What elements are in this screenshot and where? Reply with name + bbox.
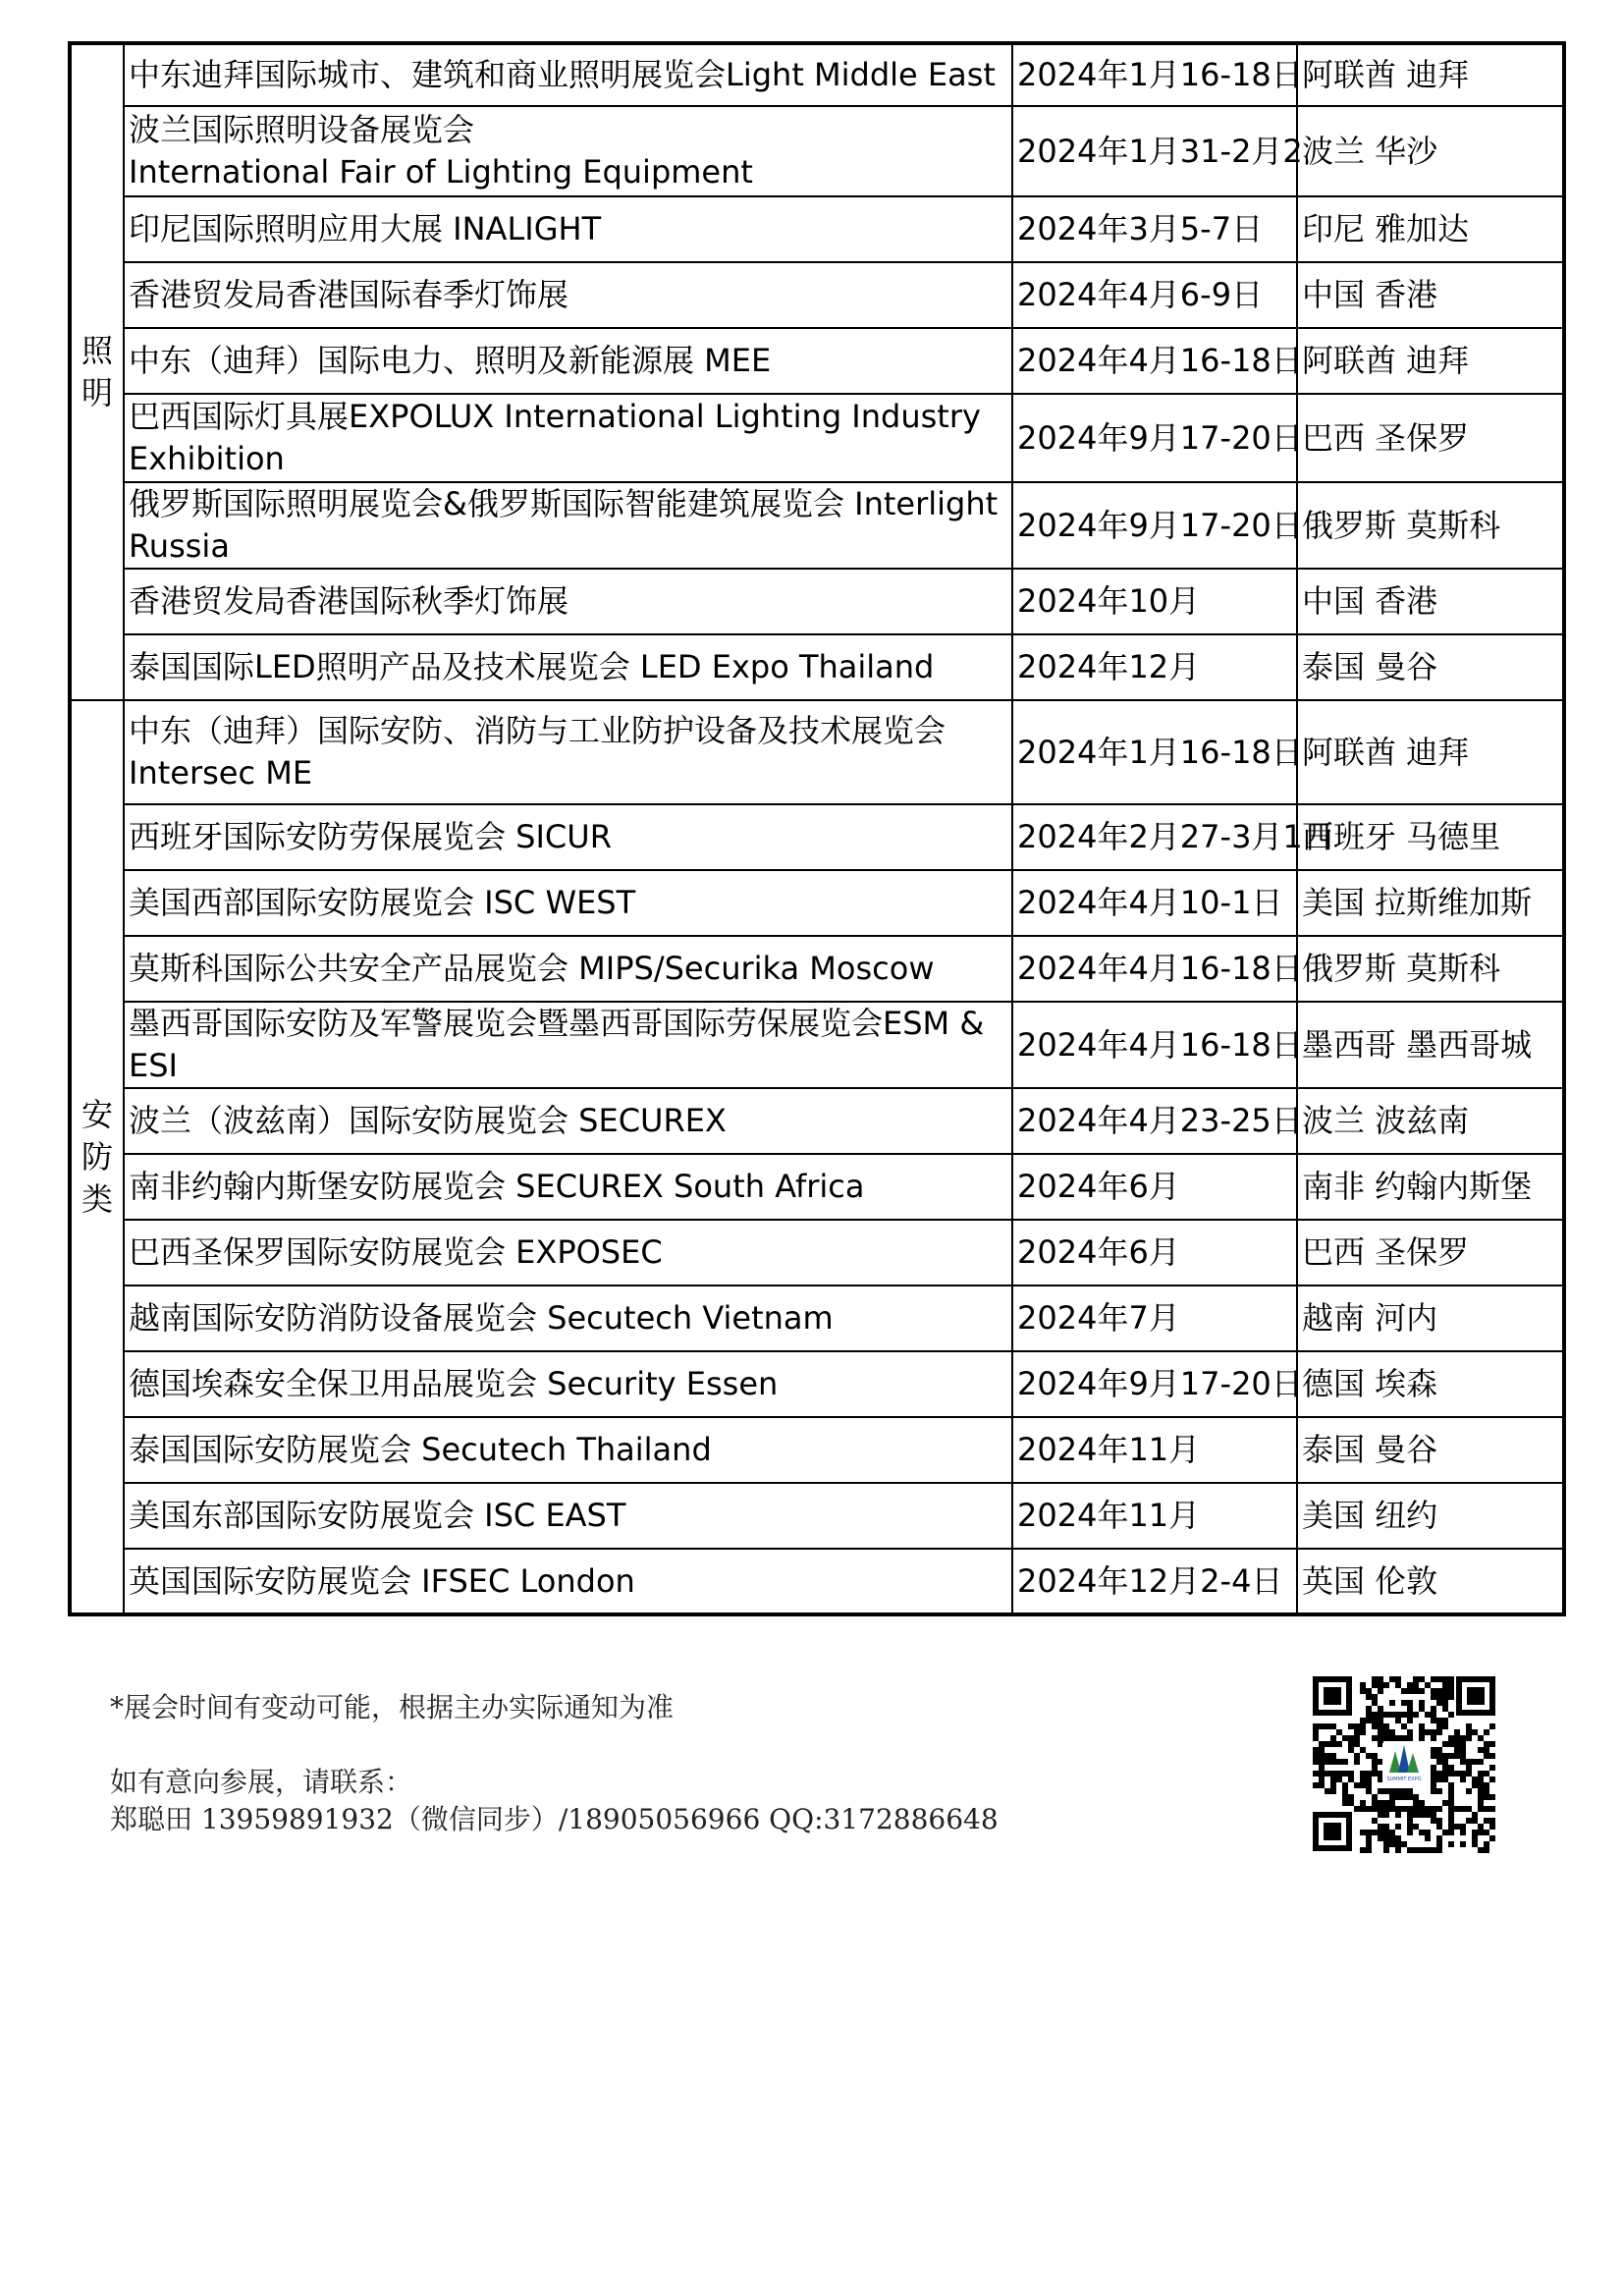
exhibition-date: 2024年6月 (1012, 1220, 1297, 1285)
exhibition-name: 中东（迪拜）国际安防、消防与工业防护设备及技术展览会 Intersec ME (124, 700, 1012, 804)
exhibition-date: 2024年9月17-20日 (1012, 1351, 1297, 1417)
exhibition-date: 2024年1月16-18日 (1012, 43, 1297, 106)
exhibition-date: 2024年12月 (1012, 634, 1297, 700)
qr-finder-bottom-left (1313, 1812, 1352, 1851)
exhibition-date: 2024年4月23-25日 (1012, 1088, 1297, 1154)
footer-notes (110, 1689, 999, 1838)
table-row (70, 196, 1564, 262)
qr-center-logo (1382, 1743, 1426, 1784)
exhibition-date: 2024年4月16-18日 (1012, 328, 1297, 394)
exhibition-name: 波兰（波兹南）国际安防展览会 SECUREX (124, 1088, 1012, 1154)
exhibition-location: 俄罗斯 莫斯科 (1297, 482, 1564, 569)
table-row (70, 936, 1564, 1002)
exhibition-location: 越南 河内 (1297, 1285, 1564, 1351)
table-row (70, 106, 1564, 196)
exhibition-name: 墨西哥国际安防及军警展览会暨墨西哥国际劳保展览会ESM & ESI (124, 1002, 1012, 1088)
exhibition-name: 香港贸发局香港国际春季灯饰展 (124, 262, 1012, 328)
exhibition-location: 波兰 华沙 (1297, 106, 1564, 196)
exhibition-location: 波兰 波兹南 (1297, 1088, 1564, 1154)
exhibition-location: 德国 埃森 (1297, 1351, 1564, 1417)
table-row (70, 1220, 1564, 1285)
exhibition-date: 2024年2月27-3月1日 (1012, 804, 1297, 870)
table-row (70, 1002, 1564, 1088)
exhibition-location: 中国 香港 (1297, 569, 1564, 634)
table-row (70, 482, 1564, 569)
category-cell (70, 43, 124, 700)
exhibition-name: 越南国际安防消防设备展览会 Secutech Vietnam (124, 1285, 1012, 1351)
exhibition-date: 2024年1月16-18日 (1012, 700, 1297, 804)
table-row (70, 262, 1564, 328)
table-row (70, 569, 1564, 634)
category-label: 照明 (81, 332, 114, 411)
qr-finder-top-right (1456, 1676, 1495, 1716)
exhibition-date: 2024年4月16-18日 (1012, 936, 1297, 1002)
table-row (70, 804, 1564, 870)
schedule-change-note: *展会时间有变动可能，根据主办实际通知为准 (110, 1691, 675, 1723)
exhibition-name: 中东迪拜国际城市、建筑和商业照明展览会Light Middle East (124, 43, 1012, 106)
exhibition-location: 英国 伦敦 (1297, 1549, 1564, 1614)
exhibition-date: 2024年4月16-18日 (1012, 1002, 1297, 1088)
exhibition-location: 阿联酋 迪拜 (1297, 328, 1564, 394)
exhibition-name: 巴西国际灯具展EXPOLUX International Lighting Industry Exhibition (124, 394, 1012, 482)
exhibition-name: 波兰国际照明设备展览会 International Fair of Lighting Equipment (124, 106, 1012, 196)
table-row (70, 1351, 1564, 1417)
contact-title: 如有意向参展，请联系： (110, 1766, 413, 1798)
qr-finder-top-left (1313, 1676, 1352, 1716)
exhibition-date: 2024年10月 (1012, 569, 1297, 634)
table-row (70, 43, 1564, 106)
exhibition-location: 巴西 圣保罗 (1297, 1220, 1564, 1285)
exhibition-name: 美国东部国际安防展览会 ISC EAST (124, 1483, 1012, 1549)
exhibition-date: 2024年7月 (1012, 1285, 1297, 1351)
exhibition-date: 2024年3月5-7日 (1012, 196, 1297, 262)
exhibition-date: 2024年9月17-20日 (1012, 482, 1297, 569)
table-row (70, 328, 1564, 394)
table-row (70, 1549, 1564, 1614)
exhibition-date: 2024年11月 (1012, 1483, 1297, 1549)
exhibition-location: 俄罗斯 莫斯科 (1297, 936, 1564, 1002)
wechat-qr-code[interactable] (1311, 1674, 1497, 1853)
table-row (70, 1483, 1564, 1549)
exhibition-schedule-table (68, 41, 1566, 1616)
exhibition-location: 泰国 曼谷 (1297, 634, 1564, 700)
exhibition-date: 2024年4月6-9日 (1012, 262, 1297, 328)
exhibition-location: 巴西 圣保罗 (1297, 394, 1564, 482)
exhibition-date: 2024年12月2-4日 (1012, 1549, 1297, 1614)
exhibition-location: 泰国 曼谷 (1297, 1417, 1564, 1483)
exhibition-date: 2024年4月10-1日 (1012, 870, 1297, 936)
qr-logo-text: SUMMIT EXPO (1386, 1777, 1422, 1782)
exhibition-name: 中东（迪拜）国际电力、照明及新能源展 MEE (124, 328, 1012, 394)
exhibition-location: 阿联酋 迪拜 (1297, 700, 1564, 804)
table-row (70, 870, 1564, 936)
exhibition-name: 德国埃森安全保卫用品展览会 Security Essen (124, 1351, 1012, 1417)
exhibition-location: 西班牙 马德里 (1297, 804, 1564, 870)
exhibition-location: 南非 约翰内斯堡 (1297, 1154, 1564, 1220)
exhibition-name: 俄罗斯国际照明展览会&俄罗斯国际智能建筑展览会 Interlight Russia (124, 482, 1012, 569)
exhibition-date: 2024年11月 (1012, 1417, 1297, 1483)
exhibition-name: 美国西部国际安防展览会 ISC WEST (124, 870, 1012, 936)
exhibition-name: 泰国国际安防展览会 Secutech Thailand (124, 1417, 1012, 1483)
exhibition-name: 莫斯科国际公共安全产品展览会 MIPS/Securika Moscow (124, 936, 1012, 1002)
exhibition-name: 南非约翰内斯堡安防展览会 SECUREX South Africa (124, 1154, 1012, 1220)
exhibition-location: 印尼 雅加达 (1297, 196, 1564, 262)
exhibition-name: 泰国国际LED照明产品及技术展览会 LED Expo Thailand (124, 634, 1012, 700)
exhibition-location: 墨西哥 墨西哥城 (1297, 1002, 1564, 1088)
table-row (70, 1417, 1564, 1483)
category-label: 安防类 (81, 1095, 114, 1218)
exhibition-date: 2024年9月17-20日 (1012, 394, 1297, 482)
exhibition-location: 美国 拉斯维加斯 (1297, 870, 1564, 936)
exhibition-name: 英国国际安防展览会 IFSEC London (124, 1549, 1012, 1614)
table-row (70, 394, 1564, 482)
table-row (70, 1285, 1564, 1351)
table-row (70, 1088, 1564, 1154)
exhibition-date: 2024年6月 (1012, 1154, 1297, 1220)
exhibition-name: 香港贸发局香港国际秋季灯饰展 (124, 569, 1012, 634)
exhibition-name: 西班牙国际安防劳保展览会 SICUR (124, 804, 1012, 870)
table-row (70, 634, 1564, 700)
exhibition-location: 中国 香港 (1297, 262, 1564, 328)
table-row (70, 700, 1564, 804)
exhibition-date: 2024年1月31-2月2 (1012, 106, 1297, 196)
category-cell (70, 700, 124, 1614)
table-row (70, 1154, 1564, 1220)
exhibition-location: 阿联酋 迪拜 (1297, 43, 1564, 106)
exhibition-name: 印尼国际照明应用大展 INALIGHT (124, 196, 1012, 262)
exhibition-name: 巴西圣保罗国际安防展览会 EXPOSEC (124, 1220, 1012, 1285)
table-body (70, 43, 1564, 1614)
contact-details: 郑聪田 13959891932（微信同步）/18905056966 QQ:3172886648 (110, 1803, 999, 1835)
exhibition-location: 美国 纽约 (1297, 1483, 1564, 1549)
